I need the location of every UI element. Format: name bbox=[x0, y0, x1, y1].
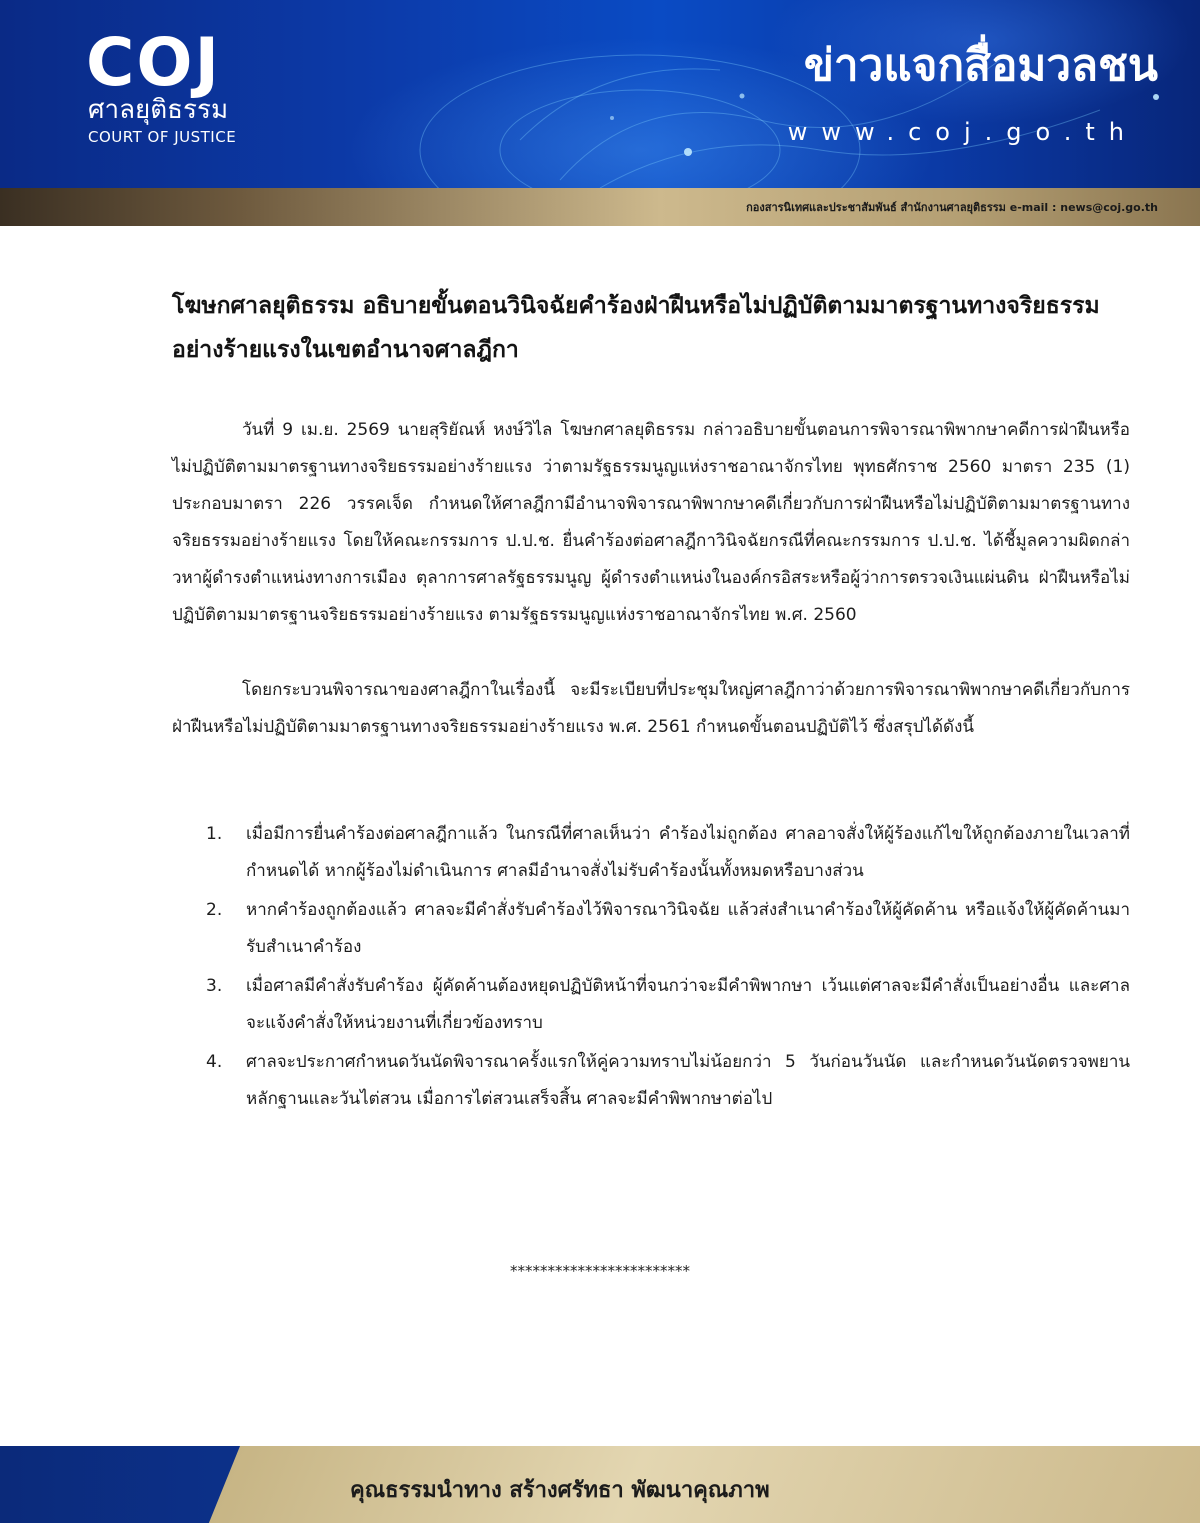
article-paragraph-2: โดยกระบวนพิจารณาของศาลฎีกาในเรื่องนี้ จะมีระเบียบที่ประชุมใหญ่ศาลฎีกาว่าด้วยการพิจารณาพิพากษาคดีเกี่ยวกับการฝ่าฝืนหรือไม่ปฏิบัติตามมาตรฐานทางจริยธรรมอย่างร้ายแรง พ.ศ. 2561 กำหนดขั้นตอนปฏิบัติไว้ ซึ่งสรุปได้ดังนี้ bbox=[172, 680, 1130, 737]
coj-logo: COJ bbox=[86, 24, 222, 101]
article-headline: โฆษกศาลยุติธรรม อธิบายขั้นตอนวินิจฉัยคำร้องฝ่าฝืนหรือไม่ปฏิบัติตามมาตรฐานทางจริยธรรมอย่างร้ายแรงในเขตอำนาจศาลฎีกา bbox=[172, 293, 1100, 363]
list-item bbox=[206, 892, 1130, 966]
step-text: ศาลจะประกาศกำหนดวันนัดพิจารณาครั้งแรกให้คู่ความทราบไม่น้อยกว่า 5 วันก่อนวันนัด และกำหนดวันนัดตรวจพยานหลักฐานและวันไต่สวน เมื่อการไต่สวนเสร็จสิ้น ศาลจะมีคำพิพากษาต่อไป bbox=[246, 1052, 1130, 1109]
list-item bbox=[206, 1044, 1130, 1118]
contact-strip bbox=[0, 188, 1200, 226]
step-number: 3. bbox=[206, 976, 223, 996]
list-item bbox=[206, 816, 1130, 890]
website-url: www.coj.go.th bbox=[787, 118, 1138, 146]
step-number: 2. bbox=[206, 900, 223, 920]
logo-thai-name: ศาลยุติธรรม bbox=[88, 95, 229, 125]
footer-banner bbox=[0, 1446, 1200, 1523]
step-number: 1. bbox=[206, 824, 223, 844]
list-item bbox=[206, 968, 1130, 1042]
footer-slogan: คุณธรรมนำทาง สร้างศรัทธา พัฒนาคุณภาพ bbox=[350, 1478, 770, 1503]
step-text: เมื่อมีการยื่นคำร้องต่อศาลฎีกาแล้ว ในกรณีที่ศาลเห็นว่า คำร้องไม่ถูกต้อง ศาลอาจสั่งให้ผู้ร้องแก้ไขให้ถูกต้องภายในเวลาที่กำหนดได้ หากผู้ร้องไม่ดำเนินการ ศาลมีอำนาจสั่งไม่รับคำร้องนั้นทั้งหมดหรือบางส่วน bbox=[246, 824, 1130, 881]
step-number: 4. bbox=[206, 1052, 223, 1072]
logo-english-name: COURT OF JUSTICE bbox=[88, 128, 237, 146]
procedure-steps-list bbox=[206, 816, 1130, 1120]
step-text: หากคำร้องถูกต้องแล้ว ศาลจะมีคำสั่งรับคำร้องไว้พิจารณาวินิจฉัย แล้วส่งสำเนาคำร้องให้ผู้คัดค้าน หรือแจ้งให้ผู้คัดค้านมารับสำเนาคำร้อง bbox=[246, 900, 1130, 957]
header-banner bbox=[0, 0, 1200, 188]
press-release-title: ข่าวแจกสื่อมวลชน bbox=[803, 40, 1158, 91]
contact-text: กองสารนิเทศและประชาสัมพันธ์ สำนักงานศาลยุติธรรม e-mail : news@coj.go.th bbox=[746, 201, 1158, 214]
article-paragraph-1: วันที่ 9 เม.ย. 2569 นายสุริยัณห์ หงษ์วิไล โฆษกศาลยุติธรรม กล่าวอธิบายขั้นตอนการพิจารณาพิพากษาคดีการฝ่าฝืนหรือไม่ปฏิบัติตามมาตรฐานทางจริยธรรมอย่างร้ายแรง ว่าตามรัฐธรรมนูญแห่งราชอาณาจักรไทย พุทธศักราช 2560 มาตรา 235 (1) ประกอบมาตรา 226 วรรคเจ็ด กำหนดให้ศาลฎีกามีอำนาจพิจารณาพิพากษาคดีเกี่ยวกับการฝ่าฝืนหรือไม่ปฏิบัติตามมาตรฐานทางจริยธรรมอย่างร้ายแรง โดยให้คณะกรรมการ ป.ป.ช. ยื่นคำร้องต่อศาลฎีกาวินิจฉัยกรณีที่คณะกรรมการ ป.ป.ช. ได้ชี้มูลความผิดกล่าวหาผู้ดำรงตำแหน่งทางการเมือง ตุลาการศาลรัฐธรรมนูญ ผู้ดำรงตำแหน่งในองค์กรอิสระหรือผู้ว่าการตรวจเงินแผ่นดิน ฝ่าฝืนหรือไม่ปฏิบัติตามมาตรฐานจริยธรรมอย่างร้ายแรง ตามรัฐธรรมนูญแห่งราชอาณาจักรไทย พ.ศ. 2560 bbox=[172, 420, 1130, 625]
end-divider: ************************ bbox=[510, 1262, 690, 1280]
step-text: เมื่อศาลมีคำสั่งรับคำร้อง ผู้คัดค้านต้องหยุดปฏิบัติหน้าที่จนกว่าจะมีคำพิพากษา เว้นแต่ศาลจะมีคำสั่งเป็นอย่างอื่น และศาลจะแจ้งคำสั่งให้หน่วยงานที่เกี่ยวข้องทราบ bbox=[246, 976, 1130, 1033]
